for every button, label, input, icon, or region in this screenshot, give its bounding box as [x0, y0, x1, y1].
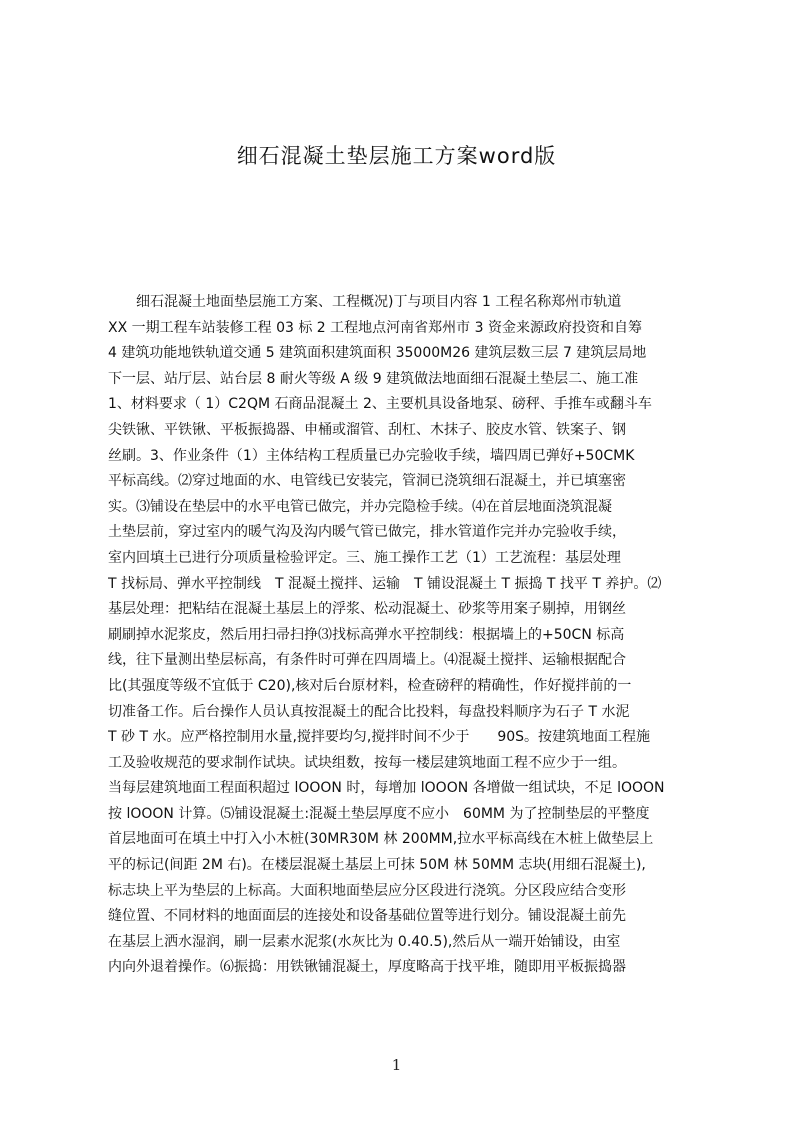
body-line: XX 一期工程车站装修工程 03 标 2 工程地点河南省郑州市 3 资金来源政府投资和自筹 — [108, 319, 642, 336]
body-line: 当每层建筑地面工程面积超过 lOOON 时，每增加 lOOON 各增做一组试块，不足 lOOON — [108, 780, 665, 797]
body-line: 缝位置、不同材料的地面面层的连接处和设备基础位置等进行划分。铺设混凝土前先 — [108, 908, 626, 925]
body-line: 首层地面可在填土中打入小木桩(30MR30M 林 200MM,拉水平标高线在木桩上做垫层上 — [108, 831, 654, 848]
body-line: 线，往下量测出垫层标高，有条件时可弹在四周墙上。⑷混凝土搅拌、运输根据配合 — [108, 652, 626, 669]
body-line: 1、材料要求（ 1）C2QM 石商品混凝土 2、主要机具设备地泵、磅秤、手推车或翻斗车 — [108, 396, 652, 413]
body-line: 尖铁锹、平铁锹、平板振捣器、申桶或溜管、刮杠、木抹子、胶皮水管、铁案子、钢 — [108, 421, 626, 438]
body-line: 4 建筑功能地铁轨道交通 5 建筑面积建筑面积 35000M26 建筑层数三层 7 建筑层局地 — [108, 345, 647, 362]
body-line: 实。⑶铺设在垫层中的水平电管已做完，并办完隐检手续。⑷在首层地面浇筑混凝 — [108, 498, 612, 515]
body-line: 刷刷掉水泥浆皮，然后用扫帚扫挣⑶找标高弹水平控制线：根据墙上的+50CN 标高 — [108, 626, 625, 643]
body-line: 基层处理：把粘结在混凝土基层上的浮浆、松动混凝土、砂浆等用案子剔掉，用钢丝 — [108, 601, 626, 618]
body-line: 平的标记(间距 2M 右)。在楼层混凝土基层上可抹 50M 林 50MM 志块(用细石混凝土), — [108, 857, 646, 874]
body-line: 土垫层前，穿过室内的暖气沟及沟内暖气管已做完，排水管道作完并办完验收手续， — [108, 524, 626, 541]
body-line: 平标高线。⑵穿过地面的水、电管线已安装完，管洞已浇筑细石混凝土，并已填塞密 — [108, 473, 626, 490]
body-line: 切准备工作。后台操作人员认真按混凝土的配合比投料，每盘投料顺序为石子 T 水泥 — [108, 703, 630, 720]
body-line: 标志块上平为垫层的上标高。大面积地面垫层应分区段进行浇筑。分区段应结合变形 — [108, 882, 626, 899]
body-line: 细石混凝土地面垫层施工方案、工程概况)丁与项目内容 1 工程名称郑州市轨道 — [136, 294, 622, 310]
body-line: 在基层上洒水湿润，刷一层素水泥浆(水灰比为 0.40.5),然后从一端开始铺设，由室 — [108, 933, 621, 950]
body-line: 下一层、站厅层、站台层 8 耐火等级 A 级 9 建筑做法地面细石混凝土垫层二、施工准 — [108, 370, 639, 387]
body-line: 室内回填土已进行分项质量检验评定。三、施工操作工艺（1）工艺流程：基层处理 — [108, 549, 621, 566]
document-body — [108, 290, 697, 981]
page-number: 1 — [391, 1056, 402, 1074]
body-line: 丝刷。3、作业条件（1）主体结构工程质量已办完验收手续，墙四周已弹好+50CMK — [108, 447, 635, 464]
body-line: 内向外退着操作。⑹振捣：用铁锹铺混凝土，厚度略高于找平堆，随即用平板振捣器 — [108, 959, 626, 976]
body-line: 工及验收规范的要求制作试块。试块组数，按每一楼层建筑地面工程不应少于一组。 — [108, 754, 626, 771]
body-line: 比(其强度等级不宜低于 C20),核对后台原材料，检查磅秤的精确性，作好搅拌前的一 — [108, 677, 632, 694]
body-line: T 砂 T 水。应严格控制用水量,搅拌要均匀,搅拌时间不少于 90S。按建筑地面工程施 — [108, 729, 651, 746]
body-line: 按 lOOON 计算。⑸铺设混凝土:混凝土垫层厚度不应小 60MM 为了控制垫层的平整度 — [108, 805, 650, 822]
body-line: T 找标局、弹水平控制线 T 混凝土搅拌、运输 T 铺设混凝土 T 振捣 T 找平 T 养护。⑵ — [108, 575, 662, 592]
document-title: 细石混凝土垫层施工方案word版 — [236, 144, 557, 168]
